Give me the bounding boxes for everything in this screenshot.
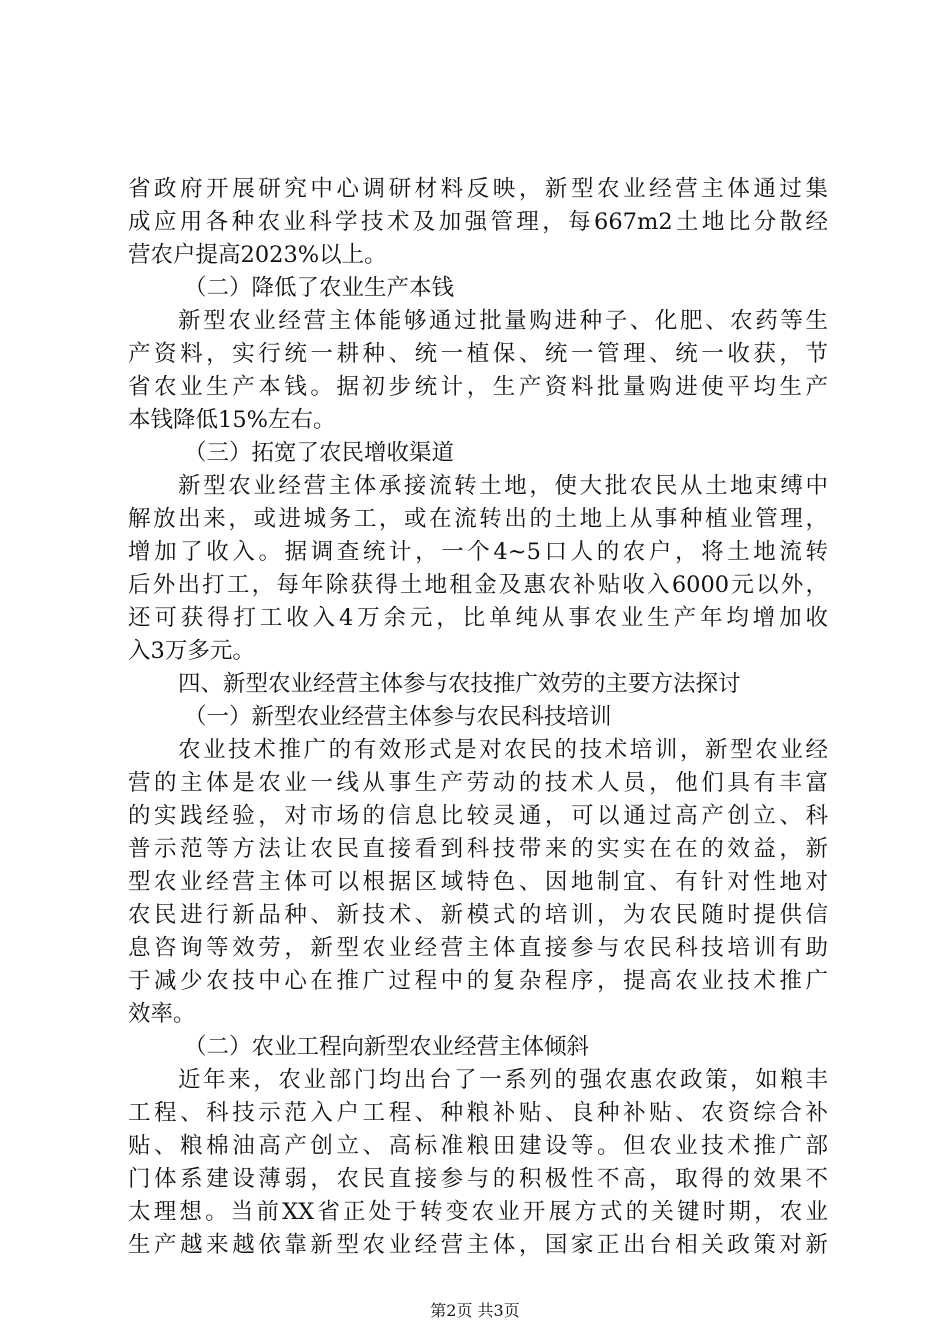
paragraph-line: 生产越来越依靠新型农业经营主体，国家正出台相关政策对新 <box>128 1232 828 1258</box>
paragraph-line: 近年来，农业部门均出台了一系列的强农惠农政策，如粮丰 <box>178 1067 828 1093</box>
paragraph-line: 农民进行新品种、新技术、新模式的培训，为农民随时提供信 <box>128 902 828 928</box>
subsection-heading: （一）新型农业经营主体参与农民科技培训 <box>184 704 612 730</box>
paragraph-line: 产资料，实行统一耕种、统一植保、统一管理、统一收获，节 <box>128 341 828 367</box>
paragraph-line: 新型农业经营主体能够通过批量购进种子、化肥、农药等生 <box>178 308 828 334</box>
paragraph-line: 本钱降低15%左右。 <box>128 407 336 433</box>
page-number-footer: 第2页 共3页 <box>430 1301 520 1320</box>
paragraph-line: 息咨询等效劳，新型农业经营主体直接参与农民科技培训有助 <box>128 935 828 961</box>
section-heading: （二）降低了农业生产本钱 <box>184 275 455 301</box>
paragraph-line: 营农户提高2023%以上。 <box>128 242 387 268</box>
paragraph-line: 于减少农技中心在推广过程中的复杂程序，提高农业技术推广 <box>128 968 828 994</box>
subsection-heading: （二）农业工程向新型农业经营主体倾斜 <box>184 1034 590 1060</box>
paragraph-line: 入3万多元。 <box>128 638 255 664</box>
paragraph-line: 省政府开展研究中心调研材料反映，新型农业经营主体通过集 <box>128 176 828 202</box>
paragraph-line: 后外出打工，每年除获得土地租金及惠农补贴收入6000元以外， <box>128 572 828 598</box>
paragraph-line: 贴、粮棉油高产创立、高标准粮田建设等。但农业技术推广部 <box>128 1133 828 1159</box>
section-heading: 四、新型农业经营主体参与农技推广效劳的主要方法探讨 <box>178 671 741 697</box>
paragraph-line: 农业技术推广的有效形式是对农民的技术培训，新型农业经 <box>178 737 828 763</box>
paragraph-line: 效率。 <box>128 1001 196 1027</box>
paragraph-line: 型农业经营主体可以根据区域特色、因地制宜、有针对性地对 <box>128 869 828 895</box>
paragraph-line: 新型农业经营主体承接流转土地，使大批农民从土地束缚中 <box>178 473 828 499</box>
section-heading: （三）拓宽了农民增收渠道 <box>184 440 455 466</box>
paragraph-line: 成应用各种农业科学技术及加强管理，每667m2土地比分散经 <box>128 209 828 235</box>
paragraph-line: 工程、科技示范入户工程、种粮补贴、良种补贴、农资综合补 <box>128 1100 828 1126</box>
paragraph-line: 的实践经验，对市场的信息比较灵通，可以通过高产创立、科 <box>128 803 828 829</box>
paragraph-line: 普示范等方法让农民直接看到科技带来的实实在在的效益，新 <box>128 836 828 862</box>
paragraph-line: 门体系建设薄弱，农民直接参与的积极性不高，取得的效果不 <box>128 1166 828 1192</box>
paragraph-line: 营的主体是农业一线从事生产劳动的技术人员，他们具有丰富 <box>128 770 828 796</box>
paragraph-line: 省农业生产本钱。据初步统计，生产资料批量购进使平均生产 <box>128 374 828 400</box>
paragraph-line: 增加了收入。据调查统计，一个4~5口人的农户，将土地流转 <box>128 539 828 565</box>
paragraph-line: 还可获得打工收入4万余元，比单纯从事农业生产年均增加收 <box>128 605 828 631</box>
paragraph-line: 解放出来，或进城务工，或在流转出的土地上从事种植业管理， <box>128 506 828 532</box>
paragraph-line: 太理想。当前XX省正处于转变农业开展方式的关键时期，农业 <box>128 1199 828 1225</box>
